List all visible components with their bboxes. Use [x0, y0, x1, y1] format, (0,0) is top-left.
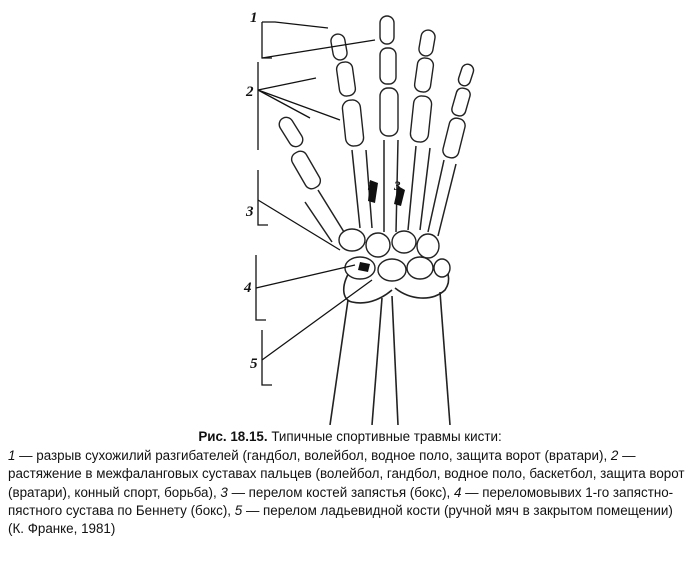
bone-label-3b: 3	[394, 178, 401, 193]
caption-item-3-num: 3	[220, 484, 228, 500]
caption-heading	[8, 428, 692, 446]
bone-label-3a: 3	[368, 178, 375, 193]
caption-item-2-text: — растяжение в межфаланговых суставах пальцев (волейбол, гандбол, водное поло, баскетбол, защита ворот (вратари), конный спорт, борьба),	[8, 448, 685, 500]
figure-caption	[8, 428, 692, 538]
marker-3: 3	[246, 204, 254, 220]
marker-2: 2	[246, 84, 254, 100]
caption-item-5-num: 5	[234, 502, 243, 518]
caption-item-4-text: — переломовывих 1-го запястно-пястного сустава по Беннету (бокс),	[8, 484, 674, 518]
marker-1: 1	[250, 10, 258, 26]
marker-5: 5	[250, 356, 258, 372]
caption-title: Типичные спортивные травмы кисти:	[271, 429, 502, 444]
caption-body	[8, 447, 692, 538]
caption-item-4-num: 4	[454, 484, 462, 500]
caption-item-3-text: — перелом костей запястья (бокс),	[227, 484, 454, 500]
caption-item-2-num: 2	[610, 448, 619, 464]
caption-item-1-text: — разрыв сухожилий разгибателей (гандбол, волейбол, водное поло, защита ворот (вратари),	[15, 448, 611, 464]
caption-item-1-num: 1	[8, 448, 16, 464]
caption-label: Рис. 18.15.	[198, 429, 268, 444]
marker-4: 4	[244, 280, 252, 296]
caption-item-5-text: — перелом ладьевидной кости (ручной мяч в закрытом помещении) (К. Франке, 1981)	[8, 502, 673, 537]
